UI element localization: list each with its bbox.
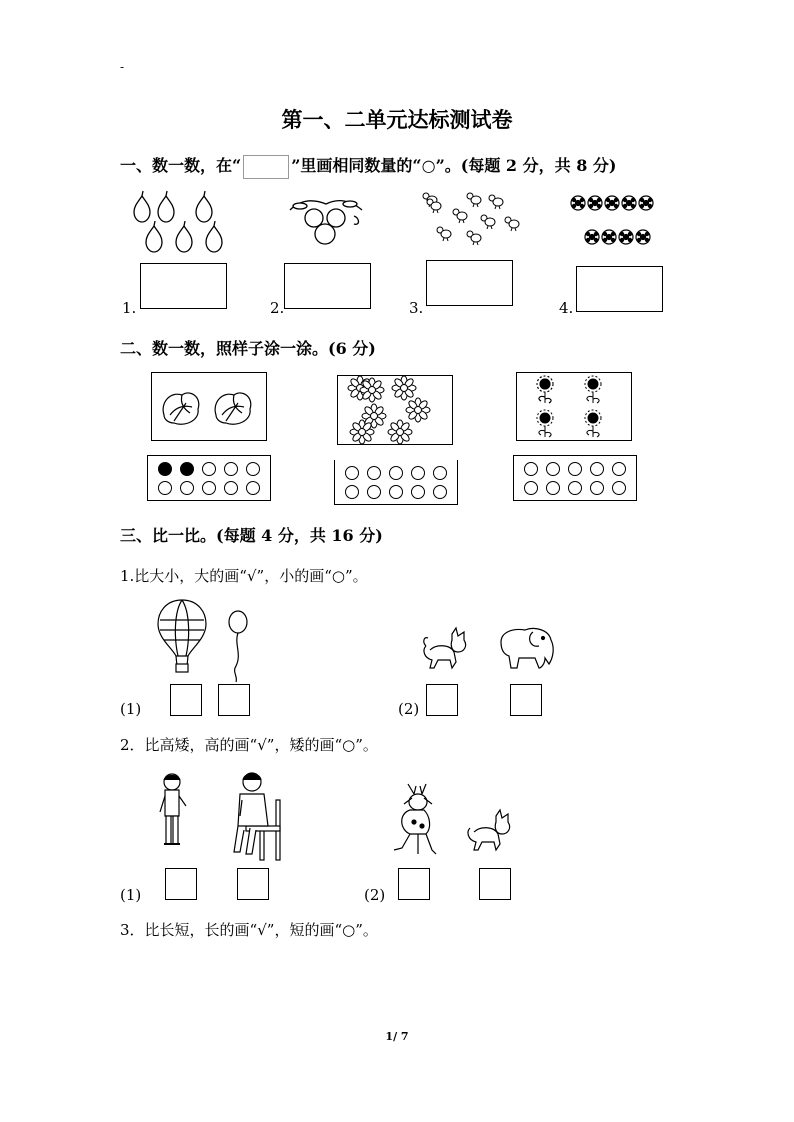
item4-label: 4. — [559, 299, 574, 317]
dot-filled[interactable] — [158, 462, 172, 476]
sunflower-icon — [535, 375, 615, 439]
question-1-text: 1.比大小，大的画“√”，小的画“○”。 — [120, 567, 368, 585]
q1-answer-box-2a[interactable] — [426, 684, 458, 716]
q1-answer-box-2b[interactable] — [510, 684, 542, 716]
balloon-icon — [226, 610, 250, 684]
section3-heading: 三、比一比。(每题 4 分，共 16 分) — [120, 526, 383, 545]
dot[interactable] — [568, 481, 582, 495]
dot[interactable] — [224, 462, 238, 476]
answer-box-4[interactable] — [576, 266, 663, 312]
cabbage-picture-box — [151, 372, 267, 441]
kitten-icon — [466, 810, 516, 854]
kitten-icon — [420, 628, 474, 672]
dot[interactable] — [246, 462, 260, 476]
answer-box-1[interactable] — [140, 263, 227, 309]
answer-box-2[interactable] — [284, 263, 371, 309]
q1-label-2: (2) — [398, 700, 420, 718]
dot[interactable] — [224, 481, 238, 495]
dot[interactable] — [524, 481, 538, 495]
dot[interactable] — [546, 481, 560, 495]
q2-label-2: (2) — [364, 886, 386, 904]
item1-label: 1. — [122, 299, 137, 317]
dot[interactable] — [345, 466, 359, 480]
dot[interactable] — [612, 462, 626, 476]
answer-box-3[interactable] — [426, 260, 513, 306]
dot[interactable] — [411, 485, 425, 499]
dot-filled[interactable] — [180, 462, 194, 476]
section1-heading — [120, 153, 616, 179]
dot[interactable] — [202, 462, 216, 476]
dot[interactable] — [612, 481, 626, 495]
dot[interactable] — [158, 481, 172, 495]
page-number: 1/ 7 — [385, 1030, 409, 1043]
dot[interactable] — [546, 462, 560, 476]
q2-answer-box-2b[interactable] — [479, 868, 511, 900]
chick-icon — [420, 190, 520, 246]
q2-answer-box-1b[interactable] — [237, 868, 269, 900]
page-title: 第一、二单元达标测试卷 — [281, 108, 513, 132]
boy-icon — [156, 772, 192, 852]
q1-label-1: (1) — [120, 700, 142, 718]
dot[interactable] — [411, 466, 425, 480]
dot[interactable] — [367, 466, 381, 480]
dot[interactable] — [433, 466, 447, 480]
dot-frame-2 — [334, 460, 458, 505]
section1-prefix: 一、数一数，在“ — [120, 156, 242, 175]
dot[interactable] — [389, 485, 403, 499]
q2-answer-box-2a[interactable] — [398, 868, 430, 900]
q1-answer-box-1b[interactable] — [218, 684, 250, 716]
item2-label: 2. — [270, 299, 285, 317]
flower-ball-icon — [570, 195, 662, 251]
dot[interactable] — [433, 485, 447, 499]
sample-box — [243, 155, 289, 179]
q2-label-1: (1) — [120, 886, 142, 904]
question-3-text: 3．比长短，长的画“√”，短的画“○”。 — [120, 921, 378, 939]
page-mark: - — [120, 60, 125, 74]
cabbage-icon — [160, 385, 260, 429]
dot[interactable] — [180, 481, 194, 495]
sunflower-picture-box — [516, 372, 632, 441]
dot[interactable] — [345, 485, 359, 499]
dot[interactable] — [389, 466, 403, 480]
dot[interactable] — [202, 481, 216, 495]
daisy-picture-box — [337, 375, 453, 445]
dot[interactable] — [524, 462, 538, 476]
question-2-text: 2．比高矮，高的画“√”，矮的画“○”。 — [120, 736, 378, 754]
deer-icon — [388, 784, 444, 860]
section2-heading: 二、数一数，照样子涂一涂。(6 分) — [120, 339, 376, 358]
dot[interactable] — [367, 485, 381, 499]
pear-icon — [130, 190, 230, 254]
orange-branch-icon — [286, 194, 366, 250]
dot-frame-3 — [513, 455, 637, 501]
dot-frame-1 — [147, 455, 271, 501]
dot[interactable] — [246, 481, 260, 495]
elephant-icon — [493, 624, 559, 672]
q1-answer-box-1a[interactable] — [170, 684, 202, 716]
q2-answer-box-1a[interactable] — [165, 868, 197, 900]
item3-label: 3. — [409, 299, 424, 317]
dot[interactable] — [590, 462, 604, 476]
section1-suffix: ”里画相同数量的“○”。(每题 2 分，共 8 分) — [291, 156, 617, 175]
daisy-icon — [350, 378, 444, 442]
dot[interactable] — [590, 481, 604, 495]
seated-man-icon — [226, 770, 284, 862]
hot-air-balloon-icon — [156, 598, 208, 678]
dot[interactable] — [568, 462, 582, 476]
